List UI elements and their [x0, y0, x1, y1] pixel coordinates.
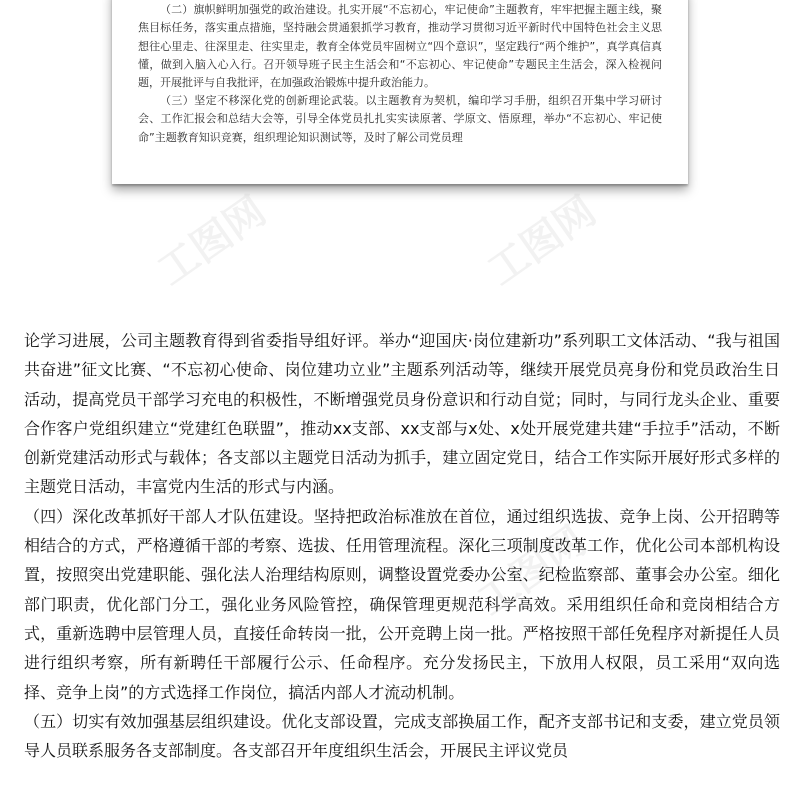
- document-body: [24, 326, 780, 765]
- preview-text-block: [138, 0, 662, 147]
- body-paragraph-2: （四）深化改革抓好干部人才队伍建设。坚持把政治标准放在首位，通过组织选拔、竞争上岗、公开招聘等相结合的方式，严格遵循干部的考察、选拔、任用管理流程。深化三项制度改革工作，优化公司本部机构设置，按照突出党建职能、强化法人治理结构原则，调整设置党委办公室、纪检监察部、董事会办公室。细化部门职责，优化部门分工，强化业务风险管控，确保管理更规范科学高效。采用组织任命和竞岗相结合方式，重新选聘中层管理人员，直接任命转岗一批，公开竞聘上岗一批。严格按照干部任免程序对新提任人员进行组织考察，所有新聘任干部履行公示、任命程序。充分发扬民主，下放用人权限，员工采用“双向选择、竞争上岗”的方式选择工作岗位，搞活内部人才流动机制。: [24, 506, 780, 702]
- body-paragraph-1: 论学习进展，公司主题教育得到省委指导组好评。举办“迎国庆·岗位建新功”系列职工文体活动、“我与祖国共奋进”征文比赛、“不忘初心使命、岗位建功立业”主题系列活动等，继续开展党员亮身份和党员政治生日活动，提高党员干部学习充电的积极性，不断增强党员身份意识和行动自觉；同时，与同行龙头企业、重要合作客户党组织建立“党建红色联盟”，推动xx支部、xx支部与x处、x处开展党建共建“手拉手”活动，不断创新党建活动形式与载体；各支部以主题党日活动为抓手，建立固定党日，结合工作实际开展好形式多样的主题党日活动，丰富党内生活的形式与内涵。: [24, 331, 780, 497]
- preview-paragraph-2: （二）旗帜鲜明加强党的政治建设。扎实开展“不忘初心，牢记使命”主题教育，牢牢把握主题主线，聚焦目标任务，落实重点措施，坚持融会贯通狠抓学习教育，推动学习贯彻习近平新时代中国特色社会主义思想往心里走、往深里走、往实里走，教育全体党员牢固树立“四个意识”，坚定践行“两个维护”，真学真信真懂，做到入脑入心入行。召开领导班子民主生活会和“不忘初心、牢记使命”专题民主生活会，深入检视问题，开展批评与自我批评，在加强政治锻炼中提升政治能力。: [138, 3, 662, 90]
- body-paragraph-3: （五）切实有效加强基层组织建设。优化支部设置，完成支部换届工作，配齐支部书记和支委，建立党员领导人员联系服务各支部制度。各支部召开年度组织生活会，开展民主评议党员: [24, 711, 780, 761]
- watermark-text: 工图网: [469, 518, 595, 625]
- watermark-text: 工图网: [479, 188, 605, 295]
- watermark-text: 工图网: [149, 188, 275, 295]
- document-page-preview: [112, 0, 688, 184]
- preview-paragraph-3: （三）坚定不移深化党的创新理论武装。以主题教育为契机，编印学习手册，组织召开集中学习研讨会、工作汇报会和总结大会等，引导全体党员扎扎实实读原著、学原文、悟原理，举办“不忘初心、牢记使命”主题教育知识竞赛，组织理论知识测试等，及时了解公司党员理: [138, 94, 662, 144]
- page-preview-area: [0, 0, 800, 205]
